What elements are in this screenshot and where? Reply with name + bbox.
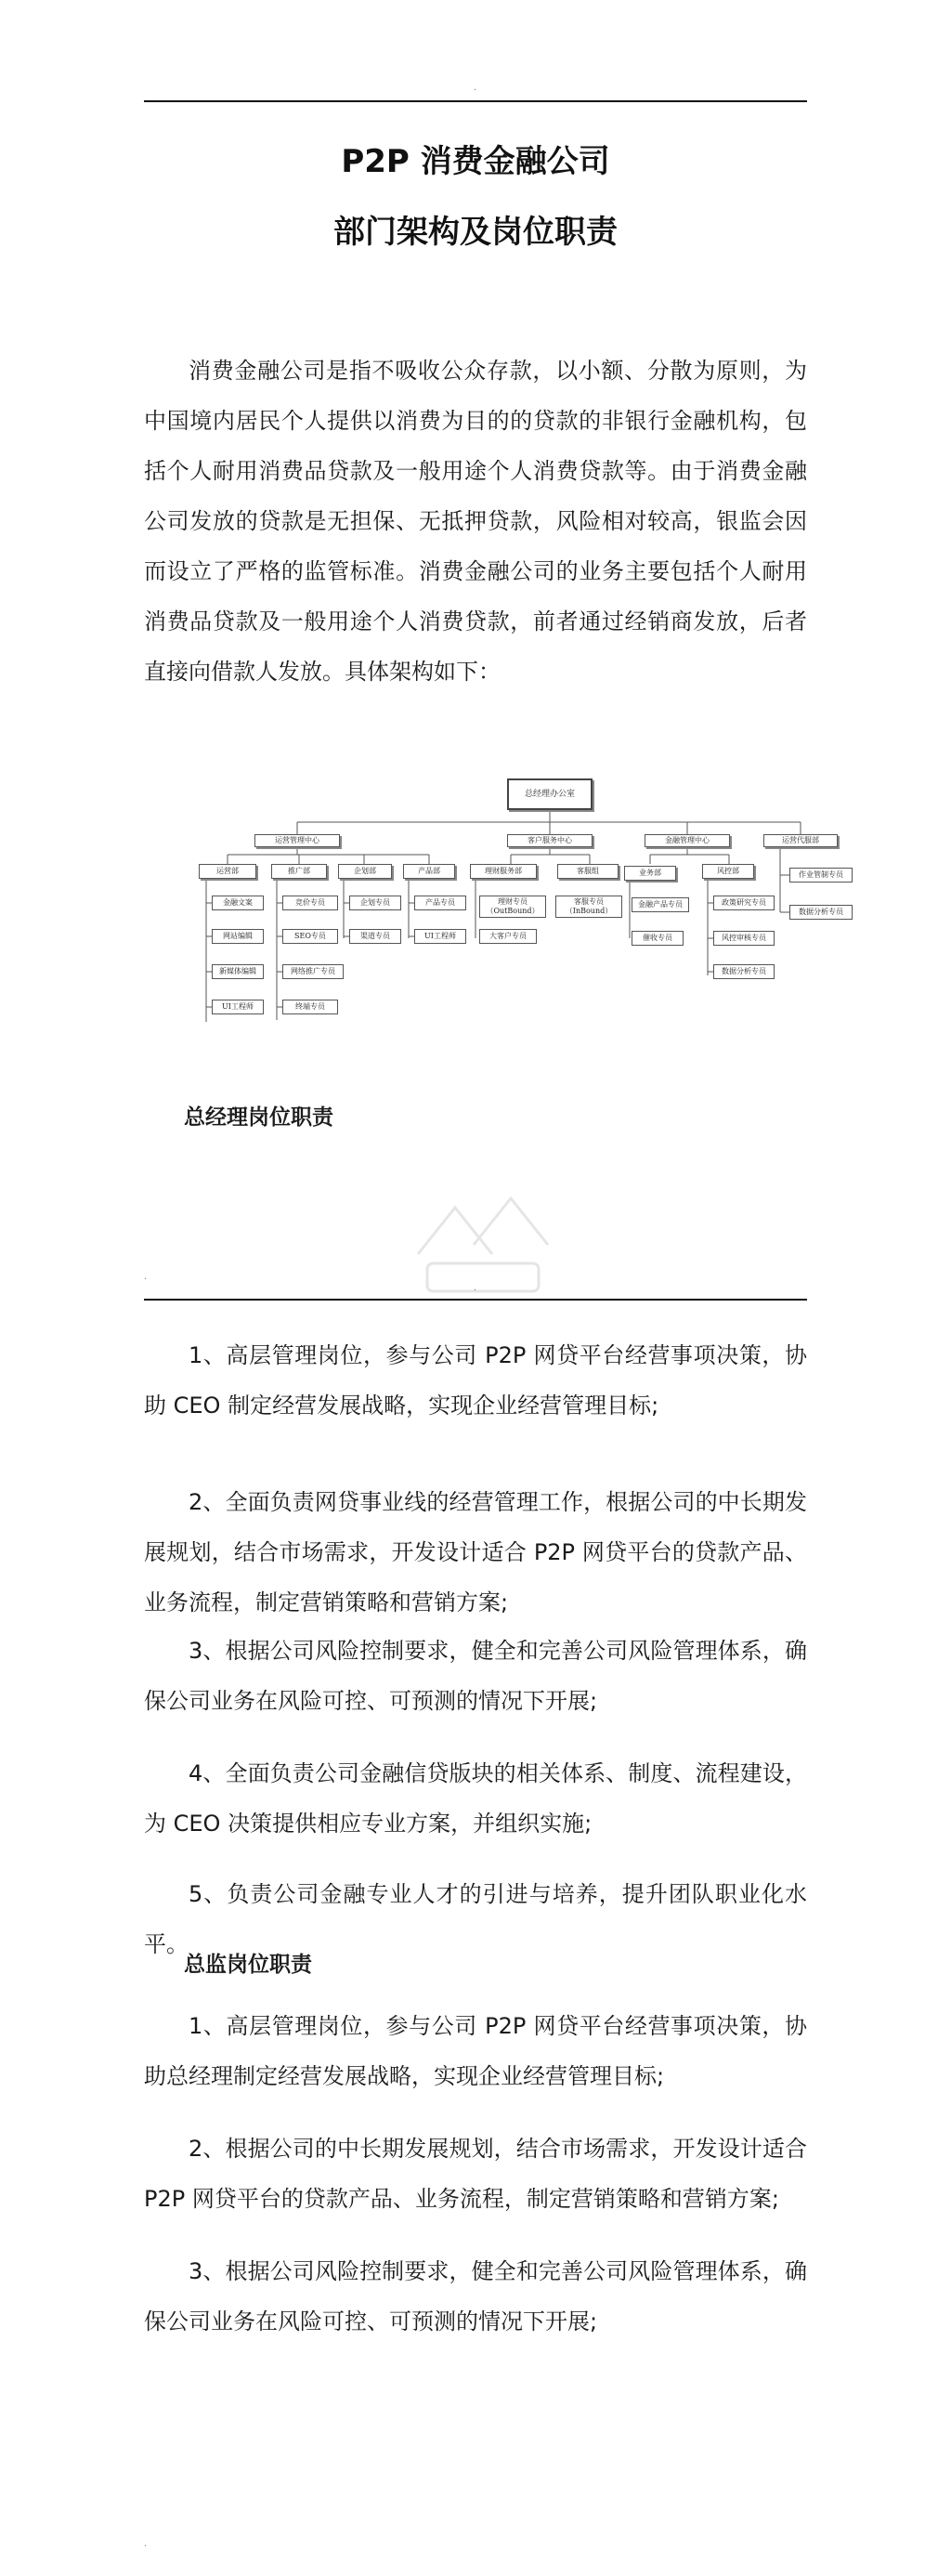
org-role: SEO专员 <box>282 929 338 944</box>
page2-header-dot: · <box>474 1286 477 1296</box>
org-dept-product: 产品部 <box>403 864 455 879</box>
org-role: UI工程师 <box>212 1000 264 1014</box>
gm-duty-item: 4、全面负责公司金融信贷版块的相关体系、制度、流程建设，为 CEO 决策提供相应专业方案，并组织实施; <box>144 1760 807 1837</box>
org-role: 网络推广专员 <box>282 964 344 979</box>
org-dept-business: 业务部 <box>624 866 676 881</box>
org-center-operations: 运营管理中心 <box>254 834 340 847</box>
intro-paragraph: 消费金融公司是指不吸收公众存款，以小额、分散为原则，为中国境内居民个人提供以消费为目的的贷款的非银行金融机构，包括个人耐用消费品贷款及一般用途个人消费贷款等。由于消费金融公司发放的贷款是无担保、无抵押贷款，风险相对较高，银监会因而设立了严格的监管标准。消费金融公司的业务主要包括个人耐用消费品贷款及一般用途个人消费贷款，前者通过经销商发放，后者直接向借款人发放。具体架构如下： <box>144 358 807 685</box>
org-role: 大客户专员 <box>479 929 537 944</box>
org-role: 产品专员 <box>414 896 466 910</box>
org-role: 理财专员（OutBound） <box>479 896 546 918</box>
org-role: UI工程师 <box>414 929 466 944</box>
page2-header-rule <box>144 1299 807 1301</box>
director-duty-item: 1、高层管理岗位，参与公司 P2P 网贷平台经营事项决策，协助总经理制定经营发展战略，实现企业经营管理目标; <box>144 2013 807 2089</box>
org-role: 作业管制专员 <box>789 868 853 883</box>
org-center-service-dept: 运营代服部 <box>763 834 838 847</box>
org-role: 渠道专员 <box>349 929 401 944</box>
org-center-customer-service: 客户服务中心 <box>507 834 593 847</box>
page-break-dot: · <box>144 1275 148 1285</box>
org-dept-risk: 风控部 <box>702 864 754 879</box>
header-dot: · <box>474 85 477 96</box>
org-dept-cs-group: 客服组 <box>557 864 619 879</box>
gm-duty-item: 1、高层管理岗位，参与公司 P2P 网贷平台经营事项决策，协助 CEO 制定经营发展战略，实现企业经营管理目标; <box>144 1342 807 1419</box>
director-duty-item: 3、根据公司风险控制要求，健全和完善公司风险管理体系，确保公司业务在风险可控、可预测的情况下开展; <box>144 2258 807 2334</box>
org-root-gm-office: 总经理办公室 <box>507 778 593 810</box>
gm-duty-item: 3、根据公司风险控制要求，健全和完善公司风险管理体系，确保公司业务在风险可控、可预测的情况下开展; <box>144 1638 807 1714</box>
gm-duty-item: 5、负责公司金融专业人才的引进与培养，提升团队职业化水平。 <box>144 1881 807 1957</box>
watermark-icon <box>399 1189 567 1301</box>
gm-duties-heading: 总经理岗位职责 <box>184 1105 333 1130</box>
org-role: 政策研究专员 <box>713 896 775 910</box>
org-role: 终端专员 <box>282 1000 338 1014</box>
org-role: 金融文案 <box>212 896 264 910</box>
gm-duty-item: 2、全面负责网贷事业线的经营管理工作，根据公司的中长期发展规划，结合市场需求，开发设计适合 P2P 网贷平台的贷款产品、业务流程，制定营销策略和营销方案; <box>144 1489 807 1615</box>
org-role: 数据分析专员 <box>713 964 775 979</box>
org-role: 金融产品专员 <box>632 897 689 912</box>
org-chart <box>195 762 843 1040</box>
org-role: 网站编辑 <box>212 929 264 944</box>
org-role: 风控审核专员 <box>713 931 775 946</box>
org-dept-planning: 企划部 <box>338 864 392 879</box>
footer-dot: · <box>144 2542 148 2552</box>
director-duties-heading: 总监岗位职责 <box>184 1953 312 1977</box>
org-dept-promotion: 推广部 <box>271 864 327 879</box>
org-role: 新媒体编辑 <box>212 964 264 979</box>
org-role: 催收专员 <box>632 931 684 946</box>
org-role: 竞价专员 <box>282 896 338 910</box>
header-rule <box>144 100 807 102</box>
org-role: 数据分析专员 <box>789 905 853 920</box>
org-role: 企划专员 <box>349 896 401 910</box>
org-role: 客服专员（InBound） <box>555 896 622 918</box>
document-subtitle: 部门架构及岗位职责 <box>333 214 618 251</box>
director-duty-item: 2、根据公司的中长期发展规划，结合市场需求，开发设计适合 P2P 网贷平台的贷款产品、业务流程，制定营销策略和营销方案; <box>144 2136 807 2212</box>
org-dept-operations: 运营部 <box>199 864 256 879</box>
org-dept-wealth-service: 理财服务部 <box>470 864 537 879</box>
document-title: P2P 消费金融公司 <box>341 143 610 180</box>
org-center-finance: 金融管理中心 <box>645 834 730 847</box>
